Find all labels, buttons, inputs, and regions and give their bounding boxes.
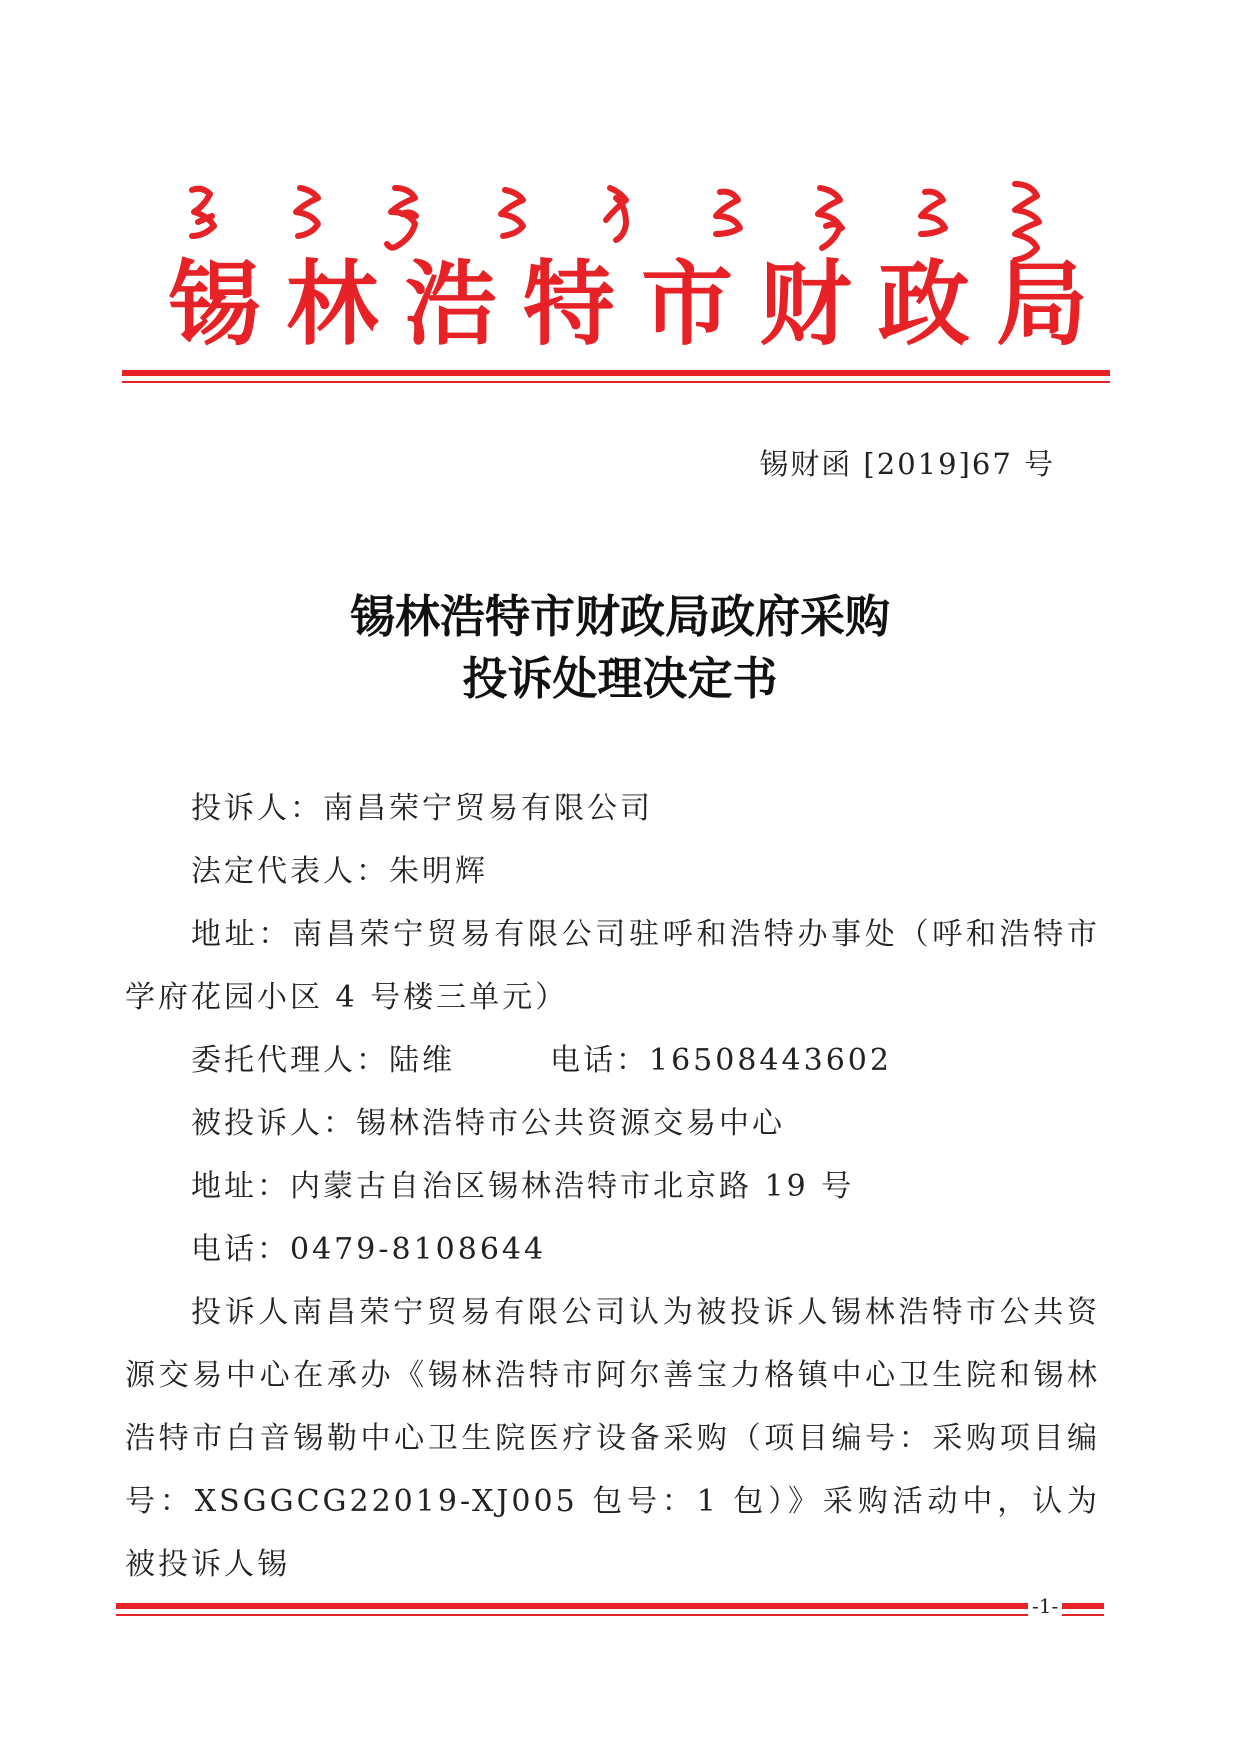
complainant-line [125,777,1100,840]
org-name-char: 市 [641,251,734,358]
page-number: -1- [1028,1594,1062,1618]
respondent-value: 锡林浩特市公共资源交易中心 [356,1106,785,1141]
footer-divider [116,1603,1104,1618]
respondent-phone-line [125,1218,1100,1281]
org-name-char: 浩 [404,251,497,358]
title-line-2: 投诉处理决定书 [462,652,778,705]
address-label: 地址： [191,917,293,952]
org-name-char: 财 [759,251,852,358]
org-name-char: 特 [522,251,615,358]
org-name-char: 局 [995,251,1088,358]
complainant-value: 南昌荣宁贸易有限公司 [323,791,653,826]
org-name-char: 政 [877,251,970,358]
agent-value: 陆维 [389,1043,455,1078]
address-value: 南昌荣宁贸易有限公司驻呼和浩特办事处（呼和浩特市学府花园小区 4 号楼三单元） [125,917,1101,1015]
respondent-address-line [125,1155,1100,1218]
respondent-address-label: 地址： [191,1169,290,1204]
org-name-char: 林 [286,251,379,358]
agent-phone-value: 16508443602 [649,1043,892,1078]
agent-line [125,1029,1100,1092]
legal-rep-value: 朱明辉 [389,854,488,889]
legal-rep-line [125,840,1100,903]
header-divider-thick [122,370,1110,376]
header-divider-thin [122,381,1110,383]
respondent-line [125,1092,1100,1155]
respondent-label: 被投诉人： [191,1106,356,1141]
complainant-address-line [125,903,1100,1029]
legal-rep-label: 法定代表人： [191,854,389,889]
document-number: 锡财函 [2019]67 号 [759,447,1055,481]
title-line-1: 锡林浩特市财政局政府采购 [349,590,890,643]
complainant-label: 投诉人： [191,791,323,826]
org-name-masthead [168,251,1088,358]
org-name-char: 锡 [168,251,261,358]
respondent-phone-label: 电话： [191,1232,290,1267]
agent-label: 委托代理人： [191,1043,389,1078]
respondent-address-value: 内蒙古自治区锡林浩特市北京路 19 号 [290,1169,855,1204]
body-paragraph: 投诉人南昌荣宁贸易有限公司认为被投诉人锡林浩特市公共资源交易中心在承办《锡林浩特市阿尔善宝力格镇中心卫生院和锡林浩特市白音锡勒中心卫生院医疗设备采购（项目编号：采购项目编号：XSGGCG22019-XJ005 包号：1 包）》采购活动中，认为被投诉人锡 [125,1295,1100,1582]
document-title [0,586,1240,710]
respondent-phone-value: 0479-8108644 [290,1232,547,1267]
footer-divider-thick [116,1603,1104,1609]
footer-divider-thin [116,1614,1104,1616]
header-divider [122,370,1110,385]
agent-phone-label: 电话： [550,1043,649,1078]
document-body [125,777,1100,1596]
